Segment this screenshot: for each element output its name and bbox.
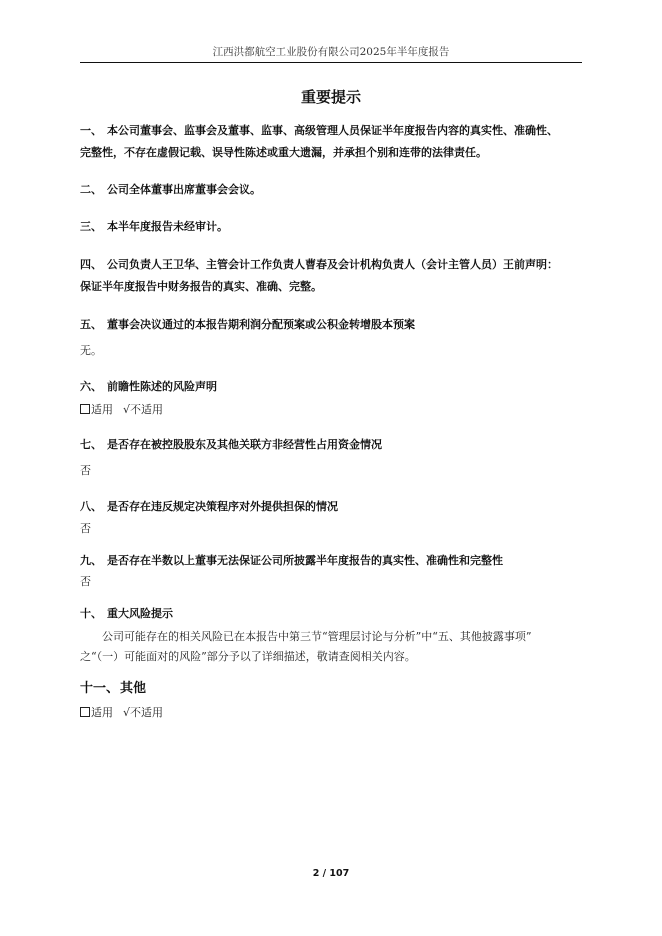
section-number: 九、 [80, 554, 102, 567]
section-text-cont: 完整性，不存在虚假记载、误导性陈述或重大遗漏，并承担个别和连带的法律责任。 [80, 146, 487, 159]
section-3 [80, 216, 582, 238]
section-text: 公司全体董事出席董事会会议。 [107, 183, 261, 196]
section-text: 是否存在违反规定决策程序对外提供担保的情况 [107, 500, 338, 513]
section-text: 是否存在被控股股东及其他关联方非经营性占用资金情况 [107, 438, 382, 451]
section-number: 八、 [80, 500, 102, 513]
section-11-options [80, 703, 582, 723]
section-text: 公司负责人王卫华、主管会计工作负责人曹春及会计机构负责人（会计主管人员）王前声明： [107, 258, 558, 271]
paragraph-line: 公司可能存在的相关风险已在本报告中第三节“管理层讨论与分析”中“五、其他披露事项” [102, 630, 532, 643]
section-number: 四、 [80, 258, 102, 271]
section-text: 重大风险提示 [107, 607, 173, 620]
section-text: 是否存在半数以上董事无法保证公司所披露半年度报告的真实性、准确性和完整性 [107, 554, 503, 567]
section-10-paragraph [80, 627, 582, 667]
checkbox-icon [80, 404, 90, 414]
option-not-applicable: √不适用 [123, 403, 164, 416]
section-6-options [80, 400, 582, 420]
section-11 [80, 678, 582, 700]
section-6 [80, 376, 582, 398]
section-7 [80, 434, 582, 456]
section-7-answer: 否 [80, 464, 91, 477]
section-text: 本半年度报告未经审计。 [107, 220, 228, 233]
section-9-answer: 否 [80, 575, 91, 588]
section-5 [80, 314, 582, 336]
section-8 [80, 496, 582, 518]
section-number: 五、 [80, 318, 102, 331]
section-text: 董事会决议通过的本报告期利润分配预案或公积金转增股本预案 [107, 318, 415, 331]
section-5-answer: 无。 [80, 344, 102, 357]
page-number: 2 / 107 [312, 868, 350, 879]
section-number: 七、 [80, 438, 102, 451]
option-applicable: 适用 [80, 703, 113, 723]
section-text: 前瞻性陈述的风险声明 [107, 380, 217, 393]
section-number: 六、 [80, 380, 102, 393]
header-rule [80, 62, 582, 63]
section-number: 三、 [80, 220, 102, 233]
option-applicable: 适用 [80, 400, 113, 420]
section-9 [80, 550, 582, 572]
section-number: 十、 [80, 607, 102, 620]
paragraph-line: 之“（一）可能面对的风险”部分予以了详细描述，敬请查阅相关内容。 [80, 650, 416, 663]
section-10 [80, 603, 582, 625]
section-number: 十一、 [80, 681, 120, 696]
page-header: 江西洪都航空工业股份有限公司2025年半年度报告 [212, 46, 450, 58]
section-text: 其他 [120, 681, 147, 696]
section-number: 一、 [80, 124, 102, 137]
section-number: 二、 [80, 183, 102, 196]
section-1 [80, 120, 582, 164]
section-8-answer: 否 [80, 522, 91, 535]
section-text: 本公司董事会、监事会及董事、监事、高级管理人员保证半年度报告内容的真实性、准确性、 [107, 124, 558, 137]
section-2 [80, 179, 582, 201]
page-title: 重要提示 [300, 88, 361, 106]
option-not-applicable: √不适用 [123, 706, 164, 719]
checkbox-icon [80, 707, 90, 717]
section-text-cont: 保证半年度报告中财务报告的真实、准确、完整。 [80, 280, 322, 293]
section-4 [80, 254, 582, 298]
